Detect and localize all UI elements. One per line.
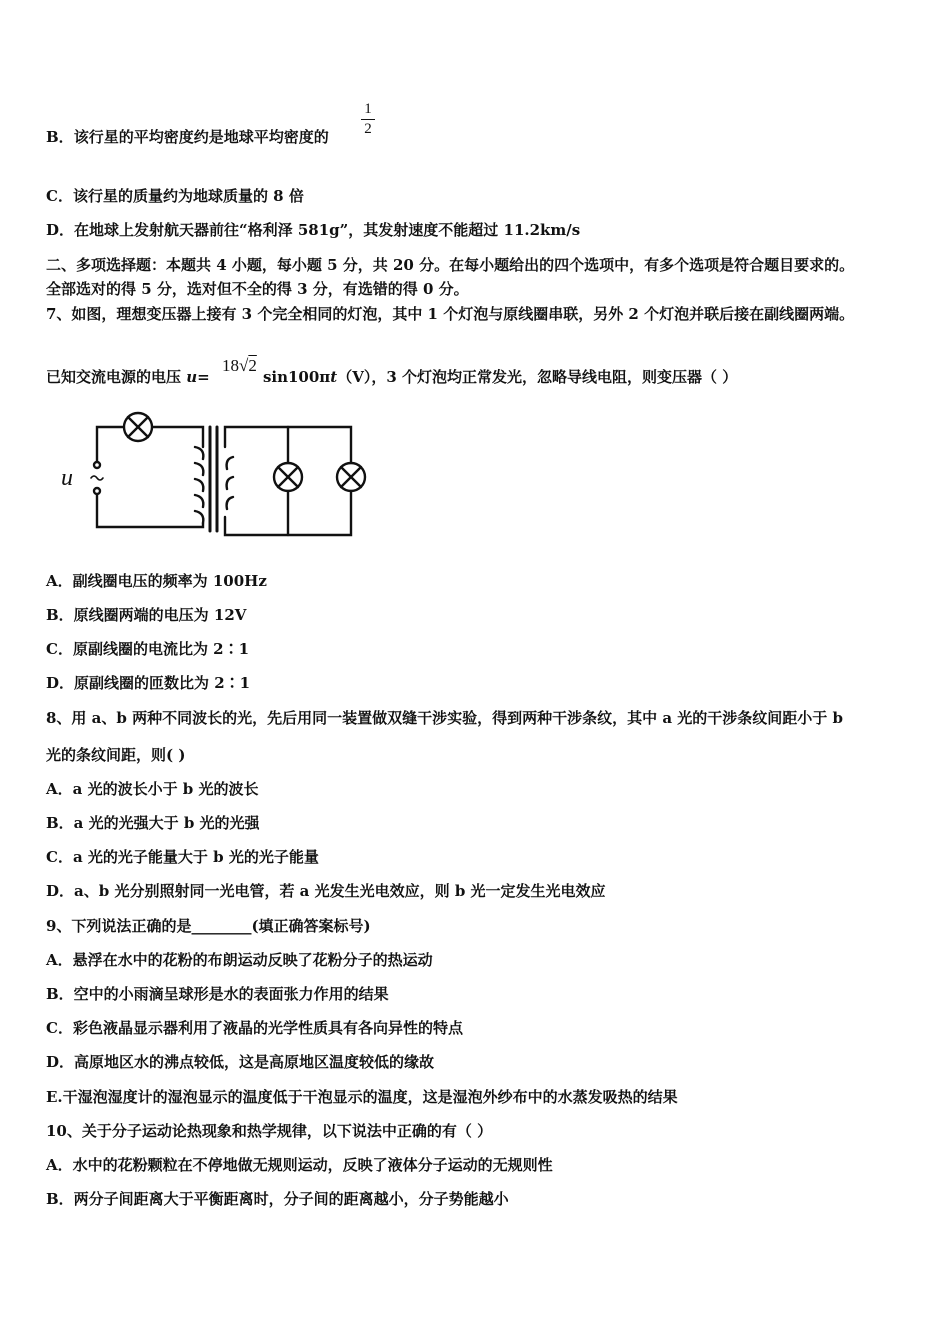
primary-coil-icon: [195, 447, 203, 523]
q7-stem-line2: [46, 367, 737, 387]
q7-stem-line1: 7、如图，理想变压器上接有 3 个完全相同的灯泡，其中 1 个灯泡与原线圈串联，另外 2 个灯泡并联后接在副线圈两端。: [46, 305, 855, 323]
equals-sign: =: [197, 368, 210, 386]
q9-option-b: B．空中的小雨滴呈球形是水的表面张力作用的结果: [46, 985, 389, 1003]
q9-option-e: E.干湿泡湿度计的湿泡显示的温度低于干泡显示的温度，这是湿泡外纱布中的水蒸发吸热的结果: [46, 1088, 678, 1106]
q8-stem-line2: 光的条纹间距，则( ): [46, 746, 186, 764]
q7-option-b: B．原线圈两端的电压为 12V: [46, 606, 247, 624]
lamp-icon: [274, 463, 302, 491]
fraction-denominator: 2: [364, 121, 372, 137]
sqrt-icon: √: [239, 356, 249, 375]
transformer-circuit-diagram: [55, 405, 375, 545]
q8-option-d: D．a、b 光分别照射同一光电管，若 a 光发生光电效应，则 b 光一定发生光电效应: [46, 882, 606, 900]
wire-top-primary: [153, 427, 203, 447]
q8-option-b: B．a 光的光强大于 b 光的光强: [46, 814, 260, 832]
q-prev-option-b: [46, 127, 329, 147]
q10-option-a: A．水中的花粉颗粒在不停地做无规则运动，反映了液体分子运动的无规则性: [46, 1156, 553, 1174]
q7-option-a: A．副线圈电压的频率为 100Hz: [46, 572, 267, 590]
q-prev-option-c: C．该行星的质量约为地球质量的 8 倍: [46, 187, 304, 205]
q7-option-d: D．原副线圈的匝数比为 2∶1: [46, 674, 251, 692]
terminal-icon: [94, 462, 100, 468]
lamp-icon: [124, 413, 152, 441]
wire-top-left: [97, 427, 123, 461]
q9-option-d: D．高原地区水的沸点较低，这是高原地区温度较低的缘故: [46, 1053, 435, 1071]
option-label: B．: [46, 128, 74, 146]
q8-option-a: A．a 光的波长小于 b 光的波长: [46, 780, 259, 798]
q8-option-c: C．a 光的光子能量大于 b 光的光子能量: [46, 848, 319, 866]
variable-t: t: [330, 368, 338, 386]
math-18-sqrt-2: [222, 356, 257, 376]
q-prev-option-d: D．在地球上发射航天器前往“格利泽 581g”，其发射速度不能超过 11.2km/s: [46, 221, 581, 239]
fraction-one-half: [361, 101, 375, 138]
wire-bottom-primary: [97, 493, 203, 527]
q10-stem: 10、关于分子运动论热现象和热学规律，以下说法中正确的有（ ）: [46, 1122, 493, 1140]
fraction-bar: [361, 119, 375, 120]
variable-u: u: [186, 368, 198, 386]
source-label-u: u: [61, 465, 73, 491]
secondary-coil-icon: [227, 457, 233, 509]
terminal-icon: [94, 488, 100, 494]
radicand: 2: [248, 356, 257, 375]
q7-text-end: （V），3 个灯泡均正常发光，忽略导线电阻，则变压器（ ）: [337, 368, 738, 386]
coefficient: 18: [222, 356, 239, 375]
lamp-icon: [337, 463, 365, 491]
section-heading-line1: 二、多项选择题：本题共 4 小题，每小题 5 分，共 20 分。在每小题给出的四个选项中，有多个选项是符合题目要求的。: [46, 256, 855, 274]
q9-option-a: A．悬浮在水中的花粉的布朗运动反映了花粉分子的热运动: [46, 951, 433, 969]
section-heading-line2: 全部选对的得 5 分，选对但不全的得 3 分，有选错的得 0 分。: [46, 280, 469, 298]
q10-option-b: B．两分子间距离大于平衡距离时，分子间的距离越小，分子势能越小: [46, 1190, 509, 1208]
fraction-numerator: 1: [364, 101, 372, 117]
sin-term: sin100π: [257, 368, 331, 386]
q9-option-c: C．彩色液晶显示器利用了液晶的光学性质具有各向异性的特点: [46, 1019, 463, 1037]
q7-option-c: C．原副线圈的电流比为 2∶1: [46, 640, 250, 658]
ac-source-icon: [91, 476, 103, 480]
q8-stem-line1: 8、用 a、b 两种不同波长的光，先后用同一装置做双缝干涉实验，得到两种干涉条纹，其中 a 光的干涉条纹间距小于 b: [46, 709, 843, 727]
q7-text: 已知交流电源的电压: [46, 368, 187, 386]
option-text: 该行星的平均密度约是地球平均密度的: [73, 128, 329, 146]
q9-stem: 9、下列说法正确的是________(填正确答案标号): [46, 917, 371, 935]
